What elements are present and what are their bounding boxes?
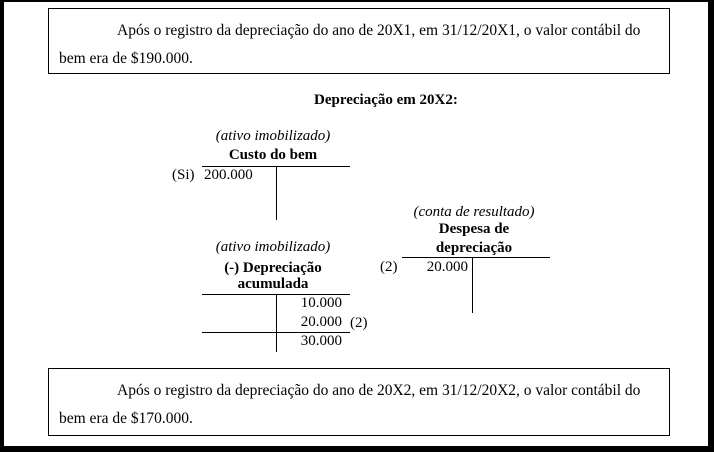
document-page: [4, 2, 708, 446]
custo-debit-value: 200.000: [204, 167, 253, 183]
top-note-box: [48, 8, 670, 74]
despesa-account-name-line1: Despesa de: [438, 221, 510, 237]
despesa-type-label: (conta de resultado): [413, 204, 535, 220]
despesa-debit-value: 20.000: [426, 259, 468, 275]
despesa-debit-ref: (2): [380, 259, 398, 275]
despesa-t-vertical: [472, 257, 473, 313]
despesa-t-horizontal: [402, 257, 550, 258]
depreciacao-credit-value-2: 20.000: [300, 314, 342, 330]
depreciacao-credit-value-1: 10.000: [300, 295, 342, 311]
depreciacao-account-name-line1: (-) Depreciação: [224, 260, 322, 276]
depreciacao-type-label: (ativo imobilizado): [215, 239, 331, 255]
custo-debit-ref: (Si): [172, 167, 195, 183]
bottom-note-box: [48, 368, 670, 436]
bottom-note-text: Após o registro da depreciação do ano de 20X2, em 31/12/20X2, o valor contábil do bem era de $170.000.: [59, 382, 641, 427]
top-note-text: Após o registro da depreciação do ano de 20X1, em 31/12/20X1, o valor contábil do bem era de $190.000.: [59, 22, 641, 67]
depreciacao-credit-ref-2: (2): [350, 315, 368, 331]
custo-type-label: (ativo imobilizado): [215, 128, 331, 144]
section-heading: Depreciação em 20X2:: [314, 92, 458, 108]
depreciacao-account-name-line2: acumulada: [237, 276, 309, 292]
depreciacao-t-vertical: [276, 294, 277, 352]
custo-account-name: Custo do bem: [228, 147, 318, 163]
despesa-account-name-line2: depreciação: [435, 240, 513, 256]
custo-t-vertical: [276, 166, 277, 220]
depreciacao-total-value: 30.000: [300, 333, 342, 349]
